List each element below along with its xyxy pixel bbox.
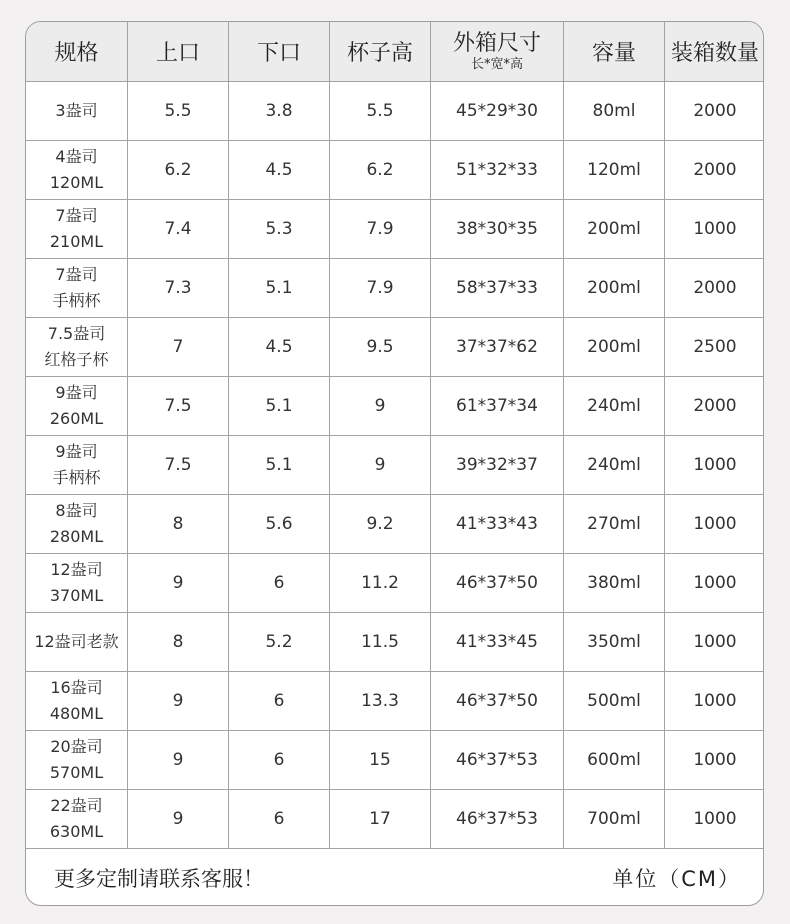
spec-line-1: 9盎司	[55, 383, 98, 402]
header-cup-height: 杯子高	[330, 22, 431, 82]
cell-capacity: 120ml	[564, 141, 665, 200]
cell-box-quantity: 2000	[665, 141, 765, 200]
spec-line-1: 12盎司	[50, 560, 103, 579]
table-row	[26, 318, 765, 377]
cell-box-quantity: 1000	[665, 731, 765, 790]
table-row	[26, 141, 765, 200]
table-row	[26, 672, 765, 731]
cell-box-quantity: 1000	[665, 672, 765, 731]
header-box-quantity: 装箱数量	[665, 22, 765, 82]
cell-top-diameter: 9	[128, 554, 229, 613]
cell-bottom-diameter: 4.5	[229, 318, 330, 377]
table-row	[26, 377, 765, 436]
cell-spec	[26, 790, 128, 849]
cell-box-size: 58*37*33	[431, 259, 564, 318]
cell-box-quantity: 2000	[665, 82, 765, 141]
cell-bottom-diameter: 6	[229, 554, 330, 613]
table-row	[26, 200, 765, 259]
spec-line-1: 9盎司	[55, 442, 98, 461]
header-top-diameter: 上口	[128, 22, 229, 82]
cell-capacity: 240ml	[564, 377, 665, 436]
cell-cup-height: 9.2	[330, 495, 431, 554]
cell-box-size: 45*29*30	[431, 82, 564, 141]
spec-line-1: 22盎司	[50, 796, 103, 815]
cell-capacity: 600ml	[564, 731, 665, 790]
spec-line-1: 8盎司	[55, 501, 98, 520]
cell-bottom-diameter: 5.3	[229, 200, 330, 259]
cell-box-size: 46*37*50	[431, 672, 564, 731]
cell-cup-height: 6.2	[330, 141, 431, 200]
cell-spec	[26, 318, 128, 377]
cell-top-diameter: 7	[128, 318, 229, 377]
table-row	[26, 731, 765, 790]
cell-top-diameter: 9	[128, 672, 229, 731]
cell-top-diameter: 7.5	[128, 377, 229, 436]
cell-capacity: 200ml	[564, 200, 665, 259]
cell-box-size: 37*37*62	[431, 318, 564, 377]
cell-spec	[26, 495, 128, 554]
cell-bottom-diameter: 5.1	[229, 377, 330, 436]
cell-cup-height: 11.5	[330, 613, 431, 672]
cell-box-size: 46*37*50	[431, 554, 564, 613]
cell-capacity: 200ml	[564, 259, 665, 318]
cell-capacity: 700ml	[564, 790, 665, 849]
header-box-size	[431, 22, 564, 82]
table-row	[26, 82, 765, 141]
cell-cup-height: 7.9	[330, 259, 431, 318]
cell-box-size: 41*33*45	[431, 613, 564, 672]
cell-spec	[26, 200, 128, 259]
cell-top-diameter: 5.5	[128, 82, 229, 141]
spec-line-2: 红格子杯	[44, 350, 109, 369]
table-row	[26, 790, 765, 849]
cell-cup-height: 11.2	[330, 554, 431, 613]
cell-capacity: 270ml	[564, 495, 665, 554]
cell-spec	[26, 613, 128, 672]
cell-spec	[26, 731, 128, 790]
spec-line-2: 630ML	[49, 822, 104, 841]
cell-box-quantity: 1000	[665, 790, 765, 849]
cell-top-diameter: 7.5	[128, 436, 229, 495]
cell-capacity: 380ml	[564, 554, 665, 613]
spec-line-1: 20盎司	[50, 737, 103, 756]
header-capacity: 容量	[564, 22, 665, 82]
spec-line-2: 480ML	[49, 704, 104, 723]
spec-line-1: 7盎司	[55, 265, 98, 284]
cell-box-quantity: 1000	[665, 436, 765, 495]
header-box-size-label: 外箱尺寸	[452, 31, 541, 56]
spec-line-1: 7.5盎司	[47, 324, 106, 343]
spec-line-1: 3盎司	[55, 101, 98, 120]
cell-top-diameter: 9	[128, 731, 229, 790]
cell-spec	[26, 141, 128, 200]
cell-box-quantity: 2000	[665, 377, 765, 436]
spec-table-card	[25, 21, 764, 906]
cell-cup-height: 9	[330, 377, 431, 436]
table-row	[26, 495, 765, 554]
cell-cup-height: 9	[330, 436, 431, 495]
spec-line-2: 手柄杯	[52, 468, 101, 487]
cell-spec	[26, 377, 128, 436]
cell-cup-height: 13.3	[330, 672, 431, 731]
table-row	[26, 436, 765, 495]
cell-bottom-diameter: 3.8	[229, 82, 330, 141]
cell-spec	[26, 436, 128, 495]
cell-box-size: 39*32*37	[431, 436, 564, 495]
cell-box-quantity: 2000	[665, 259, 765, 318]
table-row	[26, 554, 765, 613]
spec-line-1: 12盎司老款	[34, 632, 119, 651]
cell-bottom-diameter: 4.5	[229, 141, 330, 200]
cell-box-quantity: 1000	[665, 554, 765, 613]
spec-line-2: 120ML	[49, 173, 104, 192]
cell-top-diameter: 9	[128, 790, 229, 849]
cell-bottom-diameter: 5.6	[229, 495, 330, 554]
cell-top-diameter: 8	[128, 495, 229, 554]
spec-line-2: 570ML	[49, 763, 104, 782]
header-row	[26, 22, 765, 82]
cell-box-quantity: 1000	[665, 495, 765, 554]
cell-top-diameter: 6.2	[128, 141, 229, 200]
cell-box-quantity: 1000	[665, 613, 765, 672]
cell-bottom-diameter: 5.2	[229, 613, 330, 672]
spec-line-1: 7盎司	[55, 206, 98, 225]
header-bottom-diameter: 下口	[229, 22, 330, 82]
cell-capacity: 350ml	[564, 613, 665, 672]
cell-bottom-diameter: 6	[229, 790, 330, 849]
cell-box-size: 46*37*53	[431, 731, 564, 790]
cell-capacity: 500ml	[564, 672, 665, 731]
spec-line-2: 手柄杯	[52, 291, 101, 310]
cell-box-quantity: 2500	[665, 318, 765, 377]
cell-box-size: 61*37*34	[431, 377, 564, 436]
cell-spec	[26, 554, 128, 613]
cell-capacity: 240ml	[564, 436, 665, 495]
footer	[26, 847, 764, 906]
cell-box-size: 38*30*35	[431, 200, 564, 259]
cell-bottom-diameter: 6	[229, 731, 330, 790]
cell-top-diameter: 7.4	[128, 200, 229, 259]
cell-cup-height: 7.9	[330, 200, 431, 259]
spec-line-2: 280ML	[49, 527, 104, 546]
custom-contact-note: 更多定制请联系客服！	[54, 867, 264, 891]
cell-box-size: 51*32*33	[431, 141, 564, 200]
cell-bottom-diameter: 5.1	[229, 259, 330, 318]
spec-line-1: 16盎司	[50, 678, 103, 697]
cell-bottom-diameter: 5.1	[229, 436, 330, 495]
spec-table	[25, 21, 764, 849]
cell-cup-height: 17	[330, 790, 431, 849]
table-row	[26, 259, 765, 318]
table-row	[26, 613, 765, 672]
spec-line-2: 370ML	[49, 586, 104, 605]
cell-bottom-diameter: 6	[229, 672, 330, 731]
cell-box-size: 46*37*53	[431, 790, 564, 849]
cell-box-quantity: 1000	[665, 200, 765, 259]
cell-capacity: 200ml	[564, 318, 665, 377]
cell-cup-height: 15	[330, 731, 431, 790]
header-spec: 规格	[26, 22, 128, 82]
cell-top-diameter: 7.3	[128, 259, 229, 318]
header-box-size-sub: 长*宽*高	[470, 57, 523, 72]
cell-spec	[26, 672, 128, 731]
cell-capacity: 80ml	[564, 82, 665, 141]
unit-label: 单位（CM）	[612, 867, 741, 891]
spec-line-1: 4盎司	[55, 147, 98, 166]
spec-line-2: 260ML	[49, 409, 104, 428]
cell-spec	[26, 259, 128, 318]
cell-box-size: 41*33*43	[431, 495, 564, 554]
cell-cup-height: 9.5	[330, 318, 431, 377]
cell-top-diameter: 8	[128, 613, 229, 672]
cell-cup-height: 5.5	[330, 82, 431, 141]
spec-line-2: 210ML	[49, 232, 104, 251]
cell-spec	[26, 82, 128, 141]
